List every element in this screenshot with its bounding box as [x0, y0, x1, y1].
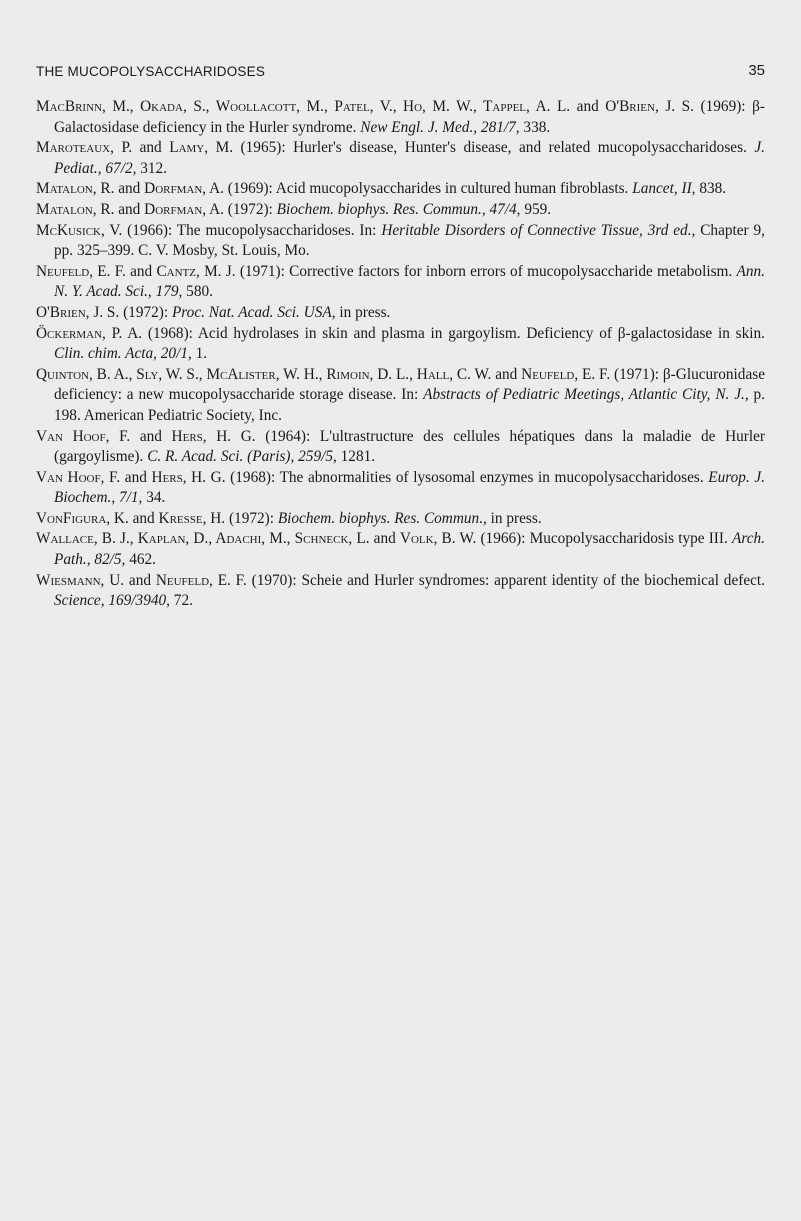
reference-text: (1966): The mucopolysaccharidoses. In:	[122, 221, 382, 239]
reference-source: Heritable Disorders of Connective Tissue, 3rd ed.,	[381, 221, 696, 239]
reference-text: (1972):	[223, 200, 277, 218]
reference-authors: Volk, B. W.	[399, 530, 477, 548]
reference-authors: Wallace, B. J., Kaplan, D., Adachi, M., Schneck, L.	[36, 530, 370, 548]
reference-text: (1969): Acid mucopolysaccharides in cultured human fibroblasts.	[223, 180, 633, 198]
reference-text: 838.	[695, 180, 727, 198]
reference-text: and	[132, 139, 170, 157]
reference-text: (1964): L'ultrastructure des cellules hépatiques dans la maladie de Hurler (gargoylisme).	[54, 427, 765, 466]
reference-entry	[36, 97, 765, 138]
reference-entry	[36, 468, 765, 509]
reference-source: Ann. N. Y. Acad. Sci., 179,	[54, 262, 765, 301]
reference-text: p. 198. American Pediatric Society, Inc.	[54, 386, 765, 424]
reference-source: Abstracts of Pediatric Meetings, Atlantic City, N. J.,	[423, 386, 749, 404]
reference-entry	[36, 324, 765, 365]
reference-authors: Neufeld, E. F.	[36, 262, 126, 280]
reference-authors: Matalon, R.	[36, 180, 115, 198]
reference-text: (1966): Mucopolysaccharidosis type III.	[476, 530, 732, 548]
reference-authors: Öckerman, P. A.	[36, 324, 143, 342]
reference-authors: Matalon, R.	[36, 200, 115, 218]
reference-source: C. R. Acad. Sci. (Paris), 259/5,	[147, 448, 337, 466]
reference-source: Science, 169/3940,	[54, 592, 170, 610]
reference-text: and	[120, 468, 152, 486]
reference-text: and	[128, 509, 159, 527]
reference-text: 1.	[191, 345, 208, 363]
reference-text: 462.	[125, 551, 156, 569]
reference-text: (1968): The abnormalities of lysosomal enzymes in mucopolysaccharidoses.	[225, 468, 709, 486]
reference-text: and	[130, 427, 172, 445]
reference-authors: Neufeld, E. F.	[521, 365, 611, 383]
reference-entry	[36, 262, 765, 303]
page-number: 35	[748, 62, 765, 79]
reference-source: New Engl. J. Med., 281/7,	[360, 118, 520, 136]
reference-text: (1969): β-Galactosidase deficiency in the Hurler syndrome.	[54, 98, 765, 136]
reference-authors: Maroteaux, P.	[36, 139, 133, 157]
reference-authors: McKusick, V.	[36, 221, 123, 239]
reference-source: Biochem. biophys. Res. Commun.,	[277, 509, 487, 527]
reference-entry	[36, 303, 765, 324]
reference-entry	[36, 138, 765, 179]
reference-text: Chapter 9, pp. 325–399. C. V. Mosby, St. Louis, Mo.	[54, 221, 765, 260]
reference-authors: Dorfman, A.	[144, 180, 224, 198]
reference-text: and	[114, 180, 145, 198]
reference-authors: Dorfman, A.	[144, 200, 224, 218]
reference-entry	[36, 427, 765, 468]
running-title: THE MUCOPOLYSACCHARIDOSES	[36, 64, 266, 79]
reference-source: Clin. chim. Acta, 20/1,	[54, 345, 192, 363]
reference-text: 580.	[182, 283, 213, 301]
reference-source: Arch. Path., 82/5,	[54, 530, 765, 569]
reference-text: in press.	[335, 303, 391, 321]
reference-text: 72.	[169, 592, 193, 610]
reference-entry	[36, 221, 765, 262]
reference-text: and	[114, 200, 145, 218]
reference-authors: Neufeld, E. F.	[155, 571, 247, 589]
reference-text: (1971): β-Glucuronidase deficiency: a new mucopolysaccharide storage disease. In:	[54, 365, 765, 404]
reference-entry	[36, 529, 765, 570]
reference-text: in press.	[486, 509, 542, 527]
reference-text: (1970): Scheie and Hurler syndromes: apparent identity of the biochemical defect.	[246, 571, 765, 589]
reference-text: 959.	[520, 200, 552, 218]
reference-authors: Wiesmann, U.	[36, 571, 125, 589]
reference-text: 34.	[142, 489, 166, 507]
reference-authors: Van Hoof, F.	[36, 468, 121, 486]
reference-entry	[36, 179, 765, 200]
reference-source: Europ. J. Biochem., 7/1,	[54, 468, 766, 507]
reference-source: Lancet, II,	[632, 180, 696, 198]
reference-text: (1971): Corrective factors for inborn errors of mucopolysaccharide metabolism.	[235, 262, 737, 280]
reference-text: and	[124, 571, 156, 589]
reference-text: 312.	[136, 159, 168, 177]
reference-text: (1972):	[119, 303, 172, 321]
reference-authors: VonFigura, K.	[36, 509, 129, 527]
reference-entry	[36, 509, 765, 530]
reference-authors: Hers, H. G.	[171, 427, 256, 445]
reference-entry	[36, 200, 765, 221]
reference-authors: Kresse, H.	[158, 509, 226, 527]
reference-text: (1972):	[225, 509, 278, 527]
reference-authors: Lamy, M.	[169, 139, 234, 157]
reference-authors: MacBrinn, M., Okada, S., Woollacott, M., Patel, V., Ho, M. W., Tappel, A. L.	[36, 98, 571, 115]
reference-list	[36, 97, 765, 612]
reference-text: 338.	[519, 118, 551, 136]
reference-source: J. Pediat., 67/2,	[54, 139, 765, 177]
reference-source: Proc. Nat. Acad. Sci. USA,	[171, 303, 336, 321]
reference-text: (1968): Acid hydrolases in skin and plasma in gargoylism. Deficiency of β-galactosidase in skin.	[142, 324, 765, 342]
reference-entry	[36, 571, 765, 612]
reference-text: (1965): Hurler's disease, Hunter's disease, and related mucopolysaccharidoses.	[233, 139, 755, 157]
reference-authors: O'Brien, J. S.	[605, 98, 694, 115]
page-header	[36, 64, 765, 88]
reference-text: and	[570, 98, 606, 115]
reference-text: and	[491, 365, 522, 383]
reference-authors: Hers, H. G.	[151, 468, 226, 486]
reference-text: 1281.	[336, 448, 376, 466]
reference-authors: Van Hoof, F.	[36, 427, 131, 445]
reference-authors: O'Brien, J. S.	[36, 303, 120, 321]
reference-authors: Cantz, M. J.	[156, 262, 236, 280]
reference-text: and	[125, 262, 157, 280]
reference-source: Biochem. biophys. Res. Commun., 47/4,	[276, 200, 521, 218]
reference-entry	[36, 365, 765, 427]
reference-authors: Quinton, B. A., Sly, W. S., McAlister, W. H., Rimoin, D. L., Hall, C. W.	[36, 365, 492, 383]
reference-text: and	[369, 530, 400, 548]
